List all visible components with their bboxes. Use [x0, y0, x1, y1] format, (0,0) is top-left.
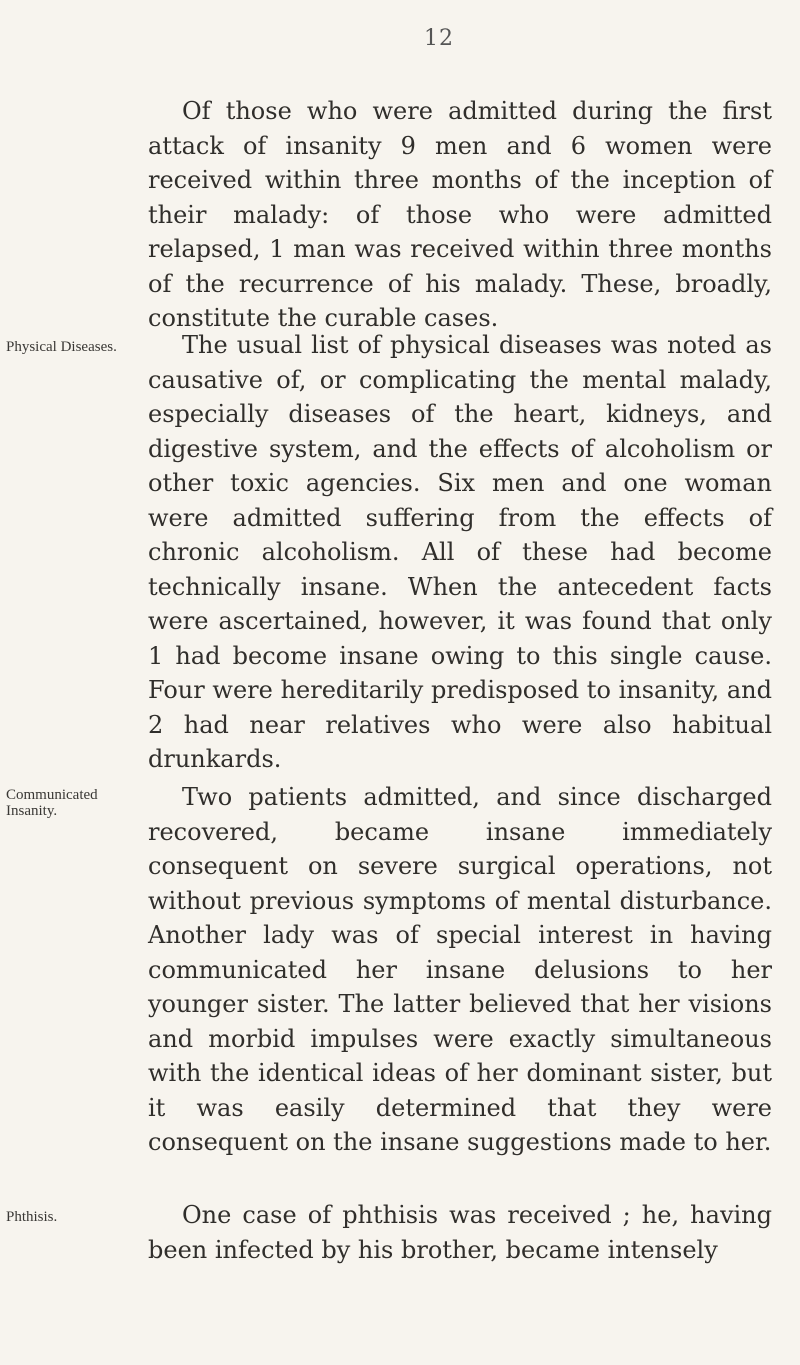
margin-note-physical-diseases: Physical Diseases.	[6, 339, 117, 355]
paragraph-communicated-insanity: Two patients admitted, and since discharged recovered, became insane immediately consequent on severe surgical operations, not without previous symptoms of mental disturbance. Another lady was of special interest in having communicated her insane delusions to her younger sister. The latter believed that her visions and morbid impulses were exactly simultaneous with the identical ideas of her dominant sister, but it was easily determined that they were consequent on the insane suggestions made to her.	[148, 783, 772, 1156]
paragraph-physical-diseases: The usual list of physical diseases was noted as causative of, or complicating the mental malady, especially diseases of the heart, kidneys, and digestive system, and the effects of alcoholism or other toxic agencies. Six men and one woman were admitted suffering from the effects of chronic alcoholism. All of these had become technically insane. When the antecedent facts were ascertained, however, it was found that only 1 had become insane owing to this single cause. Four were hereditarily predisposed to insanity, and 2 had near relatives who were also habitual drunkards.	[148, 331, 772, 773]
page-number: 12	[424, 26, 454, 51]
margin-note-phthisis: Phthisis.	[6, 1209, 58, 1225]
paragraph-phthisis: One case of phthisis was received ; he, having been infected by his brother, became intensely	[148, 1201, 772, 1264]
margin-note-communicated-insanity: Communicated Insanity.	[6, 787, 98, 819]
paragraph-curable-cases: Of those who were admitted during the first attack of insanity 9 men and 6 women were received within three months of the inception of their malady: of those who were admitted relapsed, 1 man was received within three months of the recurrence of his malady. These, broadly, constitute the curable cases.	[148, 97, 772, 332]
